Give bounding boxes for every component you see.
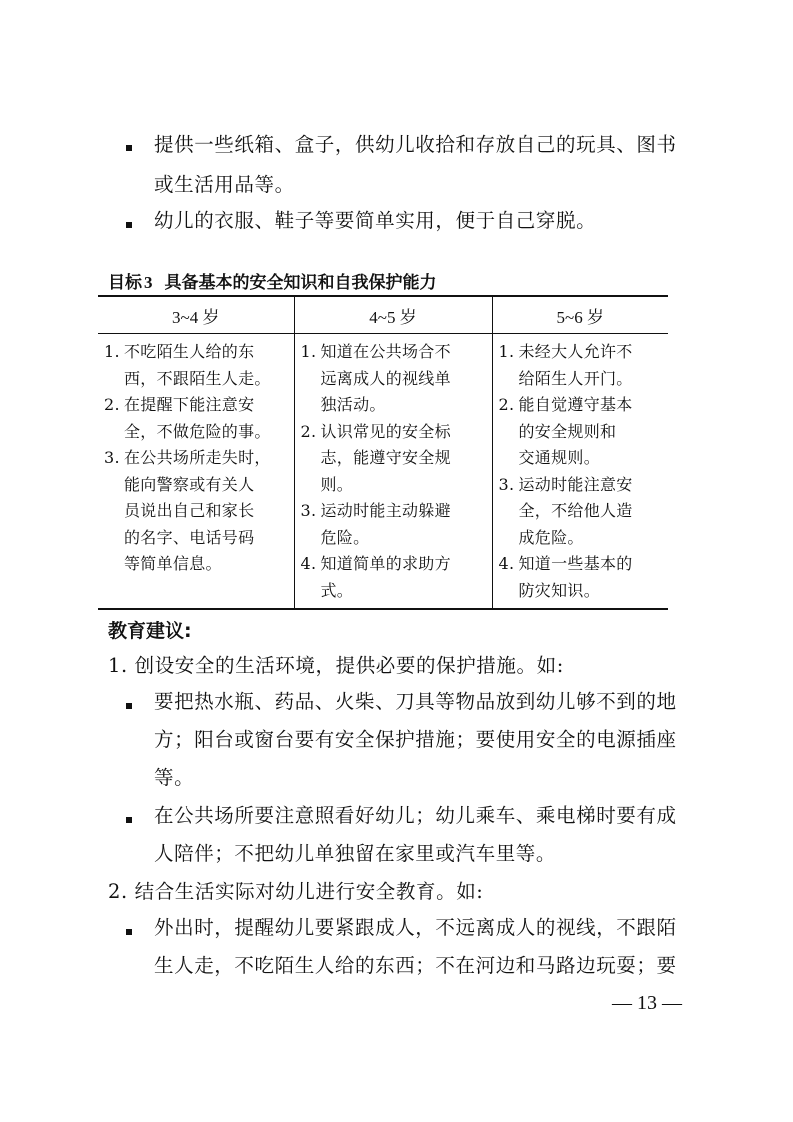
goal-heading: 具备基本的安全知识和自我保护能力 (164, 273, 437, 293)
item-number: 3. (300, 501, 317, 520)
item-line: 给陌生人开门。 (518, 368, 633, 388)
item-line: 运动时能主动躲避 (320, 501, 451, 520)
bullet-text-line: 或生活用品等。 (154, 173, 295, 196)
bullet-text-line: 方；阳台或窗台要有安全保护措施；要使用安全的电源插座 (154, 728, 677, 751)
bullet-text-line: 提供一些纸箱、盒子，供幼儿收拾和存放自己的玩具、图书 (154, 133, 677, 156)
bullet-text-line: 在公共场所要注意照看好幼儿；幼儿乘车、乘电梯时要有成 (154, 804, 677, 827)
column-header: 4~5 岁 (294, 296, 492, 334)
item-line: 的安全规则和 (518, 421, 617, 441)
item-line: 知道一些基本的 (518, 554, 633, 573)
list-item (493, 392, 669, 472)
advice-item-1: 1. 创设安全的生活环境，提供必要的保护措施。如: (108, 654, 564, 677)
item-line: 独活动。 (320, 395, 386, 414)
column-cell-5-6 (492, 334, 668, 610)
item-text (124, 339, 294, 392)
item-text (321, 339, 492, 419)
advice-item-2: 2. 结合生活实际对幼儿进行安全教育。如: (108, 880, 484, 903)
bullet-text-line: 人陪伴；不把幼儿单独留在家里或汽车里等。 (154, 842, 557, 865)
list-item (295, 551, 492, 604)
item-line: 不吃陌生人给的东 (124, 342, 255, 361)
advice-heading: 教育建议: (108, 620, 192, 642)
list-item (98, 339, 294, 392)
item-line: 能自觉遵守基本 (518, 395, 633, 414)
column-cell-4-5 (294, 334, 492, 610)
item-number: 2. (104, 395, 120, 414)
item-line: 防灾知识。 (518, 580, 601, 600)
bullet-square-icon (126, 145, 132, 151)
bullet-text-line: 生人走，不吃陌生人给的东西；不在河边和马路边玩耍；要 (154, 954, 677, 977)
item-number: 2. (300, 421, 317, 441)
item-text (519, 472, 669, 552)
item-number: 1. (498, 342, 515, 361)
list-item (493, 551, 669, 604)
bullet-square-icon (126, 929, 132, 935)
item-text (519, 551, 669, 604)
bullet-text-line: 等。 (154, 766, 195, 789)
item-text (321, 419, 492, 499)
list-item (493, 339, 669, 392)
list-item (295, 339, 492, 419)
item-line: 则。 (320, 474, 354, 494)
age-goals-table (98, 295, 668, 610)
goal-number: 3 (144, 273, 153, 292)
item-line: 认识常见的安全标 (320, 421, 451, 441)
item-text (321, 498, 492, 551)
item-line: 能向警察或有关人 (124, 474, 255, 494)
item-number: 1. (300, 342, 317, 361)
bullet-text-line: 幼儿的衣服、鞋子等要简单实用，便于自己穿脱。 (154, 209, 597, 232)
item-text (124, 445, 294, 578)
table-row (98, 334, 668, 610)
item-number: 1. (104, 342, 120, 361)
item-number: 4. (498, 554, 515, 573)
page-number: — 13 — (612, 992, 682, 1014)
item-line: 运动时能注意安 (518, 474, 633, 494)
item-line: 员说出自己和家长 (124, 501, 255, 520)
item-number: 4. (300, 554, 317, 573)
list-item (493, 472, 669, 552)
item-line: 西，不跟陌生人走。 (124, 368, 271, 388)
bullet-square-icon (126, 703, 132, 709)
table-header-row (98, 296, 668, 334)
item-line: 式。 (320, 580, 354, 600)
item-line: 的名字、电话号码 (124, 527, 255, 547)
item-line: 在公共场所走失时， (124, 448, 271, 467)
list-item (295, 498, 492, 551)
bullet-square-icon (126, 222, 132, 228)
item-line: 知道在公共场合不 (320, 342, 451, 361)
column-header: 5~6 岁 (492, 296, 668, 334)
item-line: 全，不给他人造 (518, 501, 633, 520)
list-item (295, 419, 492, 499)
item-text (519, 392, 669, 472)
column-cell-3-4 (98, 334, 294, 610)
item-number: 3. (104, 448, 120, 467)
item-line: 交通规则。 (518, 448, 601, 467)
goal-title (108, 268, 437, 293)
item-text (124, 392, 294, 445)
item-line: 危险。 (320, 527, 370, 547)
item-line: 知道简单的求助方 (320, 554, 451, 573)
item-number: 3. (498, 474, 515, 494)
bullet-text-line: 外出时，提醒幼儿要紧跟成人，不远离成人的视线，不跟陌 (154, 916, 677, 939)
item-line: 全，不做危险的事。 (124, 421, 271, 441)
item-number: 2. (498, 395, 515, 414)
bullet-square-icon (126, 817, 132, 823)
bullet-text-line: 要把热水瓶、药品、火柴、刀具等物品放到幼儿够不到的地 (154, 690, 677, 713)
item-line: 等简单信息。 (124, 554, 222, 573)
item-line: 远离成人的视线单 (320, 368, 451, 388)
item-line: 成危险。 (518, 527, 584, 547)
list-item (98, 445, 294, 578)
column-header: 3~4 岁 (98, 296, 294, 334)
item-line: 未经大人允许不 (518, 342, 633, 361)
list-item (98, 392, 294, 445)
item-line: 在提醒下能注意安 (124, 395, 255, 414)
item-line: 志，能遵守安全规 (320, 448, 451, 467)
goal-label: 目标 (108, 273, 142, 293)
item-text (519, 339, 669, 392)
item-text (321, 551, 492, 604)
